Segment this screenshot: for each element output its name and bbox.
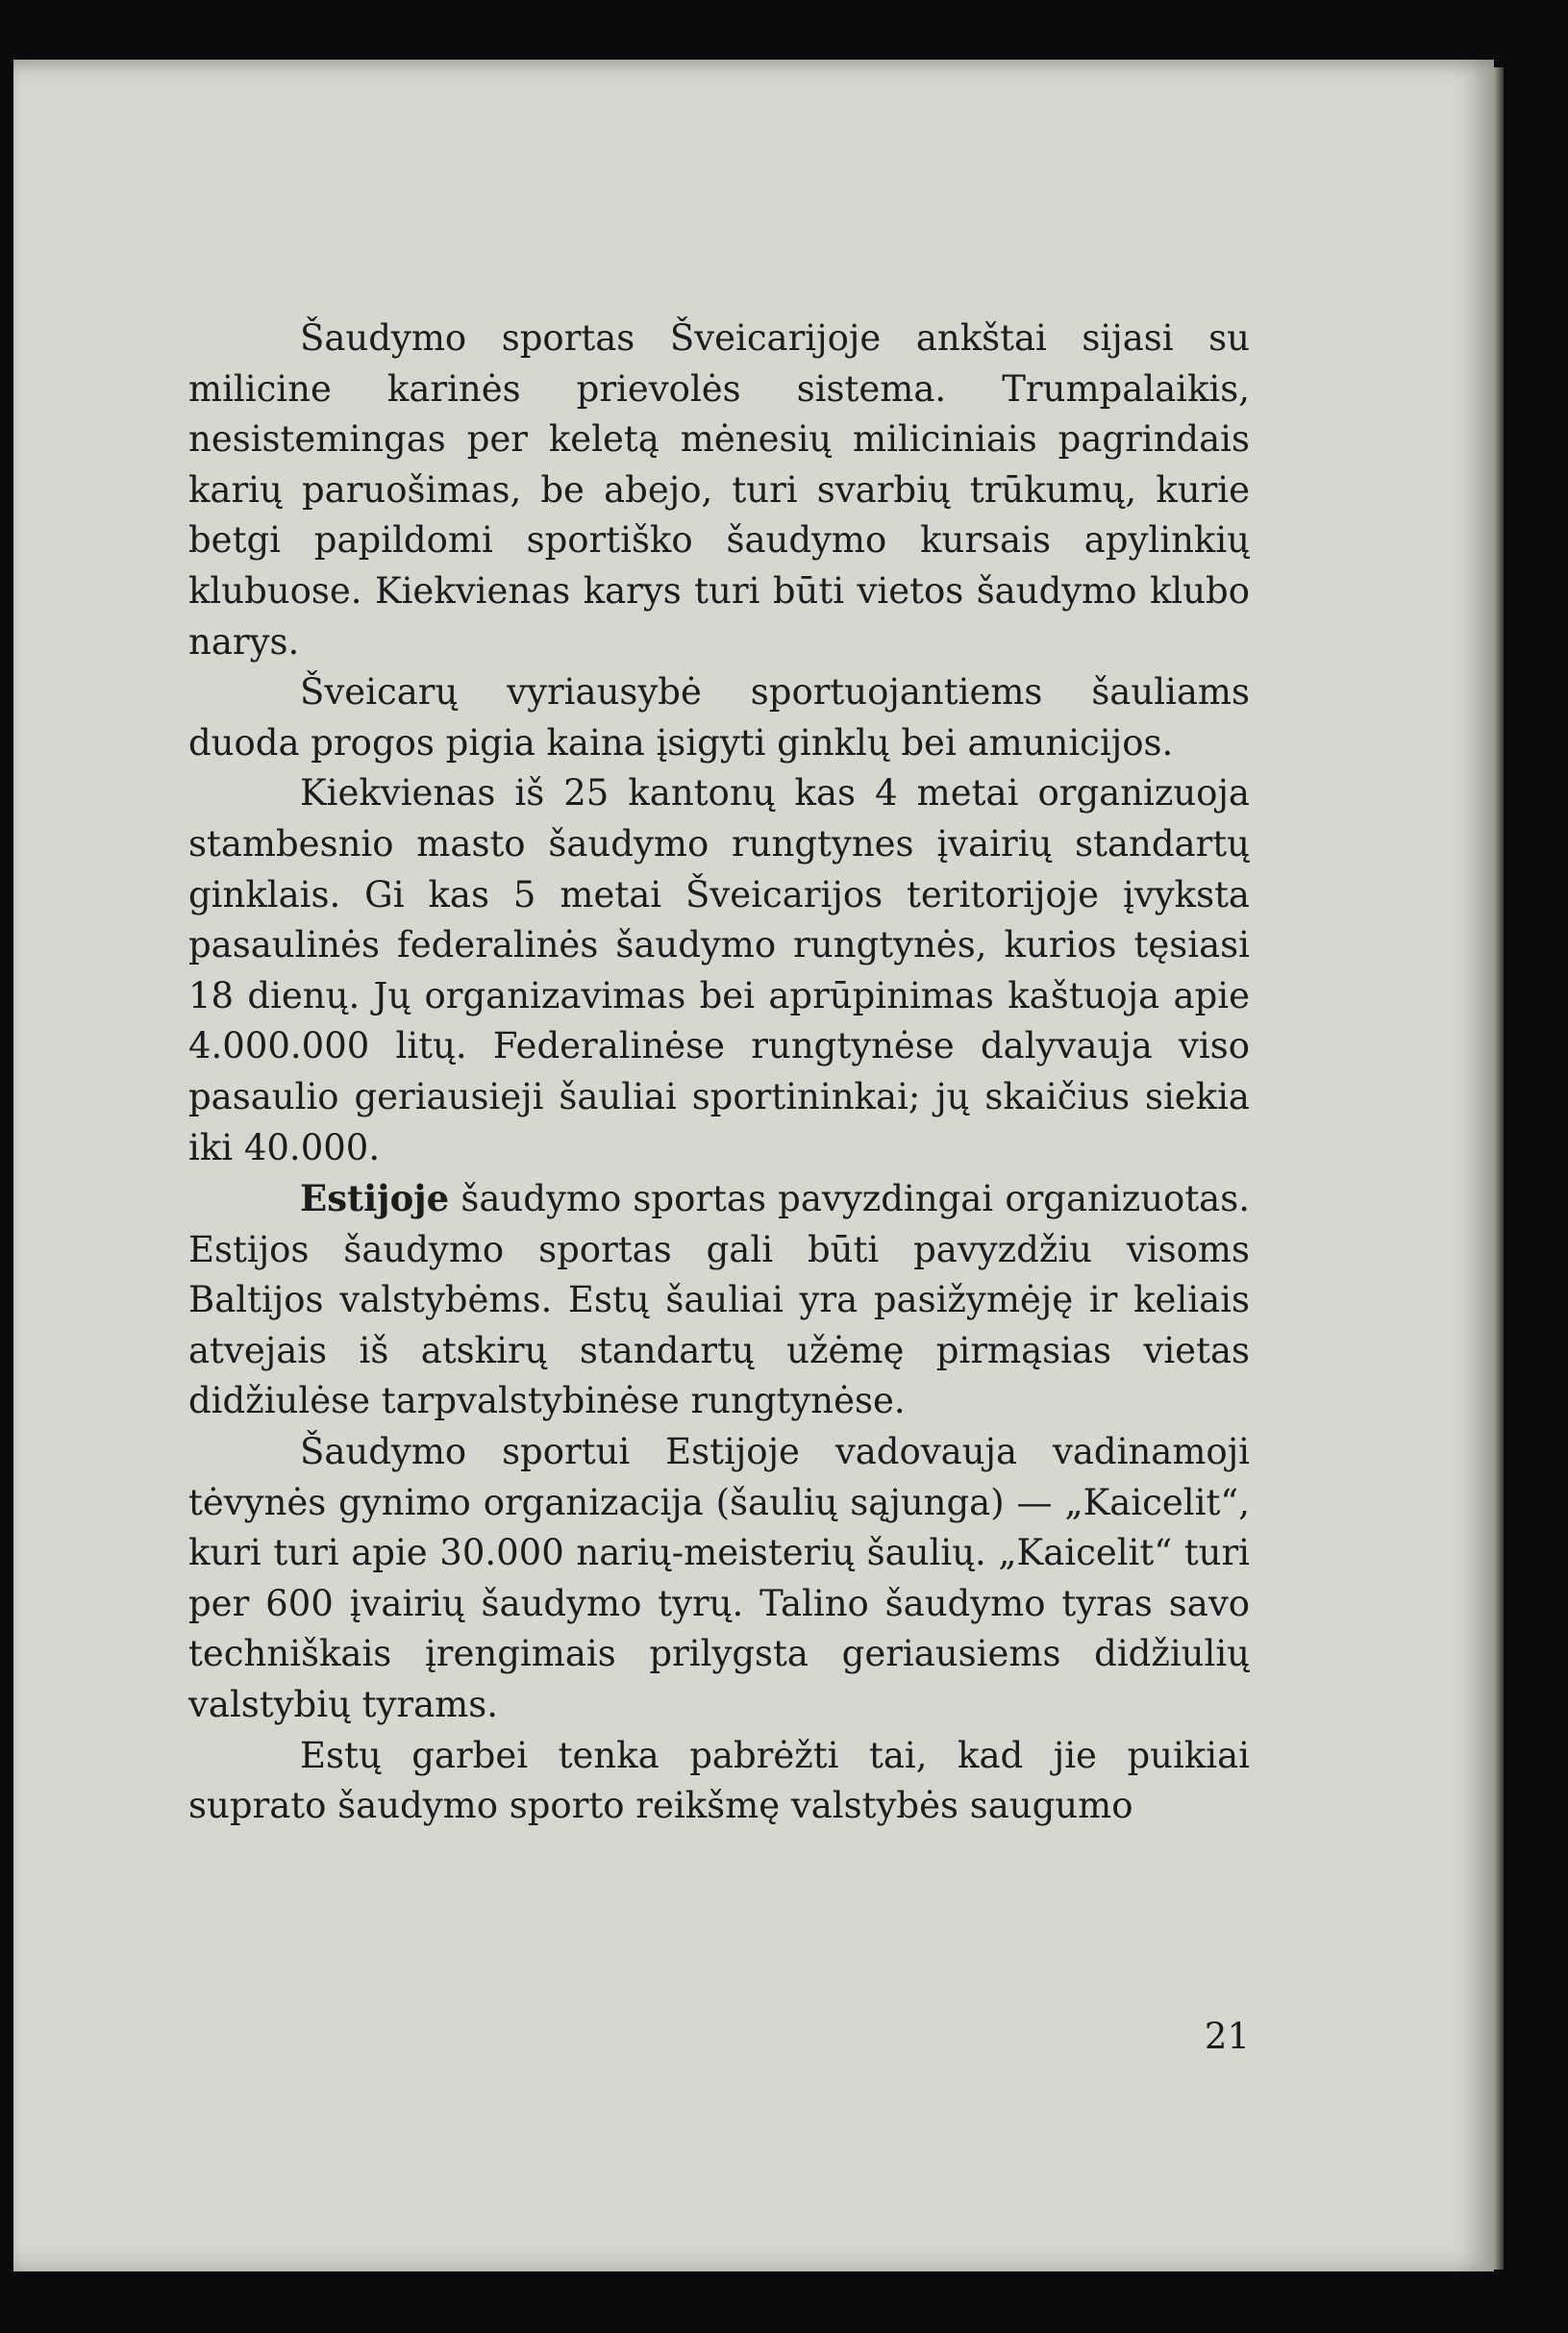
page-edge-shadow [1494, 67, 1504, 2270]
paragraph-estonia-rest: šaudymo sportas pavyzdingai organizuotas. Estijos šaudymo sportas gali būti pavyzdžiu visoms Baltijos valstybėms. Estų šauliai yra pasižymėję ir keliais atvejais iš atskirų standartų užėmę pirmąsias vietas didžiulėse tarpvalstybinėse rungtynėse. [188, 1178, 1250, 1422]
page-number: 21 [1204, 2016, 1250, 2057]
paragraph-estonia-lead: Estijoje [300, 1177, 450, 1220]
paragraph-switzerland-militia: Šaudymo sportas Šveicarijoje ankštai sijasi su milicine karinės prievolės sistema. Trumpalaikis, nesistemingas per keletą mėnesių miliciniais pagrindais karių paruošimas, be abejo, turi svarbių trūkumų, kurie betgi papildomi sportiško šaudymo kursais apylinkių klubuose. Kiekvienas karys turi būti vietos šaudymo klubo narys. [188, 317, 1250, 663]
paragraph-estonia [188, 1173, 1250, 1427]
paragraph-estonian-honor: Estų garbei tenka pabrėžti tai, kad jie puikiai suprato šaudymo sporto reikšmę valstybės saugumo [188, 1734, 1250, 1827]
paragraph-switzerland-cantons: Kiekvienas iš 25 kantonų kas 4 metai organizuoja stambesnio masto šaudymo rungtynes įvairių standartų ginklais. Gi kas 5 metai Šveicarijos teritorijoje įvyksta pasaulinės federalinės šaudymo rungtynės, kurios tęsiasi 18 dienų. Jų organizavimas bei aprūpinimas kaštuoja apie 4.000.000 litų. Federalinėse rungtynėse dalyvauja viso pasaulio geriausieji šauliai sportininkai; jų skaičius siekia iki 40.000. [188, 772, 1250, 1168]
body-text [188, 314, 1250, 1832]
paragraph-switzerland-government: Šveicarų vyriausybė sportuojantiems šauliams duoda progos pigia kaina įsigyti ginklų bei amunicijos. [188, 671, 1250, 764]
paragraph-kaicelit: Šaudymo sportui Estijoje vadovauja vadinamoji tėvynės gynimo organizacija (šaulių sąjunga) — „Kaicelit“, kuri turi apie 30.000 narių-meisterių šaulių. „Kaicelit“ turi per 600 įvairių šaudymo tyrų. Talino šaudymo tyras savo techniškais įrengimais prilygsta geriausiems didžiulių valstybių tyrams. [188, 1431, 1250, 1726]
